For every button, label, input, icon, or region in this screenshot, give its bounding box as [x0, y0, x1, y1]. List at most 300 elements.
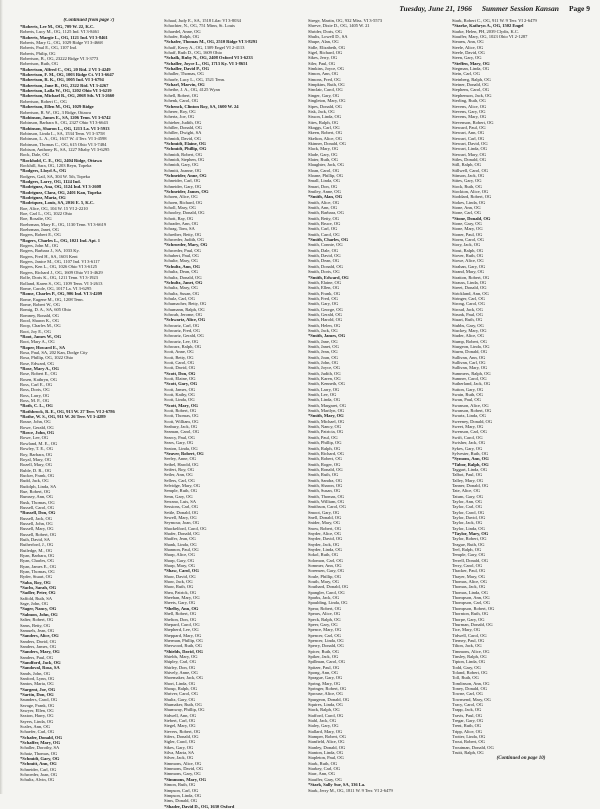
directory-listing: *Roth, C. L., OG — [20, 403, 53, 409]
directory-listing: *Stark, Sally Sue, SA, 336 La. — [308, 782, 366, 788]
directory-listing: *Scott, Don, OG — [164, 370, 196, 376]
directory-listing: Saxton, Harry, OG — [20, 713, 54, 719]
directory-listing: Smith, Donald, OG — [308, 263, 343, 269]
directory-listing: Stillwell, Carol, OG — [452, 167, 489, 173]
directory-listing: Shirley, Don, OG — [164, 664, 196, 670]
directory-columns — [20, 18, 590, 809]
directory-listing: *Salmon, John, OG — [20, 611, 58, 617]
directory-listing: Timmons, Alice, OG — [452, 648, 490, 654]
directory-listing: Shell, Robert, OG — [164, 611, 197, 617]
directory-listing: *Sadler, Peter, OG — [20, 590, 56, 596]
directory-listing: Rome, Eugene M., OG, 1208 Tenn. — [20, 296, 84, 302]
directory-listing: Sanford, Lynn, OG — [20, 675, 55, 681]
directory-listing: Samuels, Jean, OG — [20, 627, 55, 633]
directory-listing: Stanfield, Alice, OG — [308, 739, 345, 745]
directory-listing: Spong, Ann, OG — [308, 669, 338, 675]
directory-listing: Ross, Doris, OG — [20, 387, 50, 393]
directory-listing: Shaw, David, OG — [164, 573, 196, 579]
directory-listing: Sewell, Mary, OG — [164, 514, 197, 520]
directory-listing: *Roberts, Margie L., OG, 1121 Ind. VI 3-8461 — [20, 34, 108, 40]
directory-listing: *Rodriquez, Louis, SA, 2016 E. 5, K.C. — [20, 200, 95, 206]
directory-listing: Stump, Robert, OG — [452, 338, 487, 344]
directory-listing: Rucker, Frank, OG — [20, 472, 55, 478]
directory-listing: Smith, Richard, OG — [308, 450, 344, 456]
directory-listing: Spaulding, Linda, OG — [308, 600, 348, 606]
directory-listing: Southard, Donald, OG — [308, 584, 349, 590]
directory-listing: Sheets, Gary, OG — [164, 600, 196, 606]
directory-listing: Roberts, Paul E., OG, 1107 Ind. — [20, 45, 77, 51]
directory-listing: Skeen, Robert, OG — [308, 130, 343, 136]
directory-listing: Schafer, Ralph, OG — [164, 34, 200, 40]
directory-listing: Talley, Mary, OG — [452, 477, 484, 483]
directory-listing: Shepherd, Lee, OG — [164, 627, 199, 633]
directory-listing: Sisson, Linda, OG — [308, 114, 342, 120]
directory-listing: Stratton, Robert, OG — [452, 274, 490, 280]
directory-listing: Schmidt, Gary, OG — [164, 162, 199, 168]
directory-listing: Russell, Robert, OG — [20, 531, 57, 537]
directory-listing: Sigel, Richard, OG — [308, 50, 343, 56]
directory-listing: Sidle, Elizabeth, OG — [308, 44, 346, 50]
directory-listing: Smith, Joyce, OG — [308, 365, 340, 371]
directory-listing: Soule, Phillip, OG — [308, 573, 342, 579]
directory-listing: Steiner, Donald, OG — [452, 82, 489, 88]
directory-listing: Thorpe, Gary, OG — [452, 616, 485, 622]
directory-listing: Smith, Paul, OG — [308, 434, 338, 440]
directory-listing: Scott, Thomas, OG — [164, 413, 199, 419]
directory-listing: Spencer, Linda, OG — [308, 637, 344, 643]
directory-listing: Ryder, Stuart, OG — [20, 574, 53, 580]
directory-listing: *Schmidt, Gary, OG — [20, 756, 60, 762]
directory-listing: Tinsley, Ralph, OG — [452, 653, 487, 659]
directory-listing: *Simmons, Mary, OG — [164, 776, 206, 782]
directory-listing: *Steffen, Mary, OG — [452, 60, 490, 66]
directory-listing: Taylor, David, OG — [452, 514, 486, 520]
directory-listing: Scholl, Mary, OG — [164, 205, 196, 211]
directory-listing: Tidwell, Carol, OG — [452, 632, 487, 638]
directory-listing: Stauffer, Gary, OG — [308, 776, 342, 782]
directory-listing: Simon, Ann, OG — [308, 71, 339, 77]
directory-listing: Trapp, Jack, OG — [452, 707, 482, 713]
directory-column-1 — [20, 18, 158, 809]
directory-listing: Robinson, Linda L., SA, 1534 Tenn. VI 3-3758 — [20, 130, 105, 136]
directory-listing: Schubert, Paul, OG — [164, 253, 199, 259]
directory-listing: Rudd, Jack, OG — [20, 478, 49, 484]
directory-listing: Roe, Alice, OG, 104 W. 15 VI 2-2210 — [20, 205, 88, 211]
directory-listing: Sidwell, Ann, OG — [164, 712, 197, 718]
directory-listing: *Rothbrock, R. E., OG, 913 W. 27 Terr. VI 2-6786 — [20, 408, 115, 414]
directory-listing: Scott, Kathy, OG — [164, 392, 195, 398]
directory-listing: Smith, Gerald, OG — [308, 311, 342, 317]
directory-listing: Stephens, Carol, OG — [452, 87, 490, 93]
directory-listing: Roberts, Philip, OG — [20, 50, 56, 56]
directory-listing: Shively, Anne, OG — [164, 669, 198, 675]
directory-listing: Sutton, Gary, OG — [452, 386, 484, 392]
directory-listing: Shaw, Jack, OG — [164, 579, 193, 585]
directory-listing: Spears, Alice, OG — [308, 611, 341, 617]
directory-listing: Sipes, Donald, OG — [308, 103, 342, 109]
directory-listing: Scott, Linda, OG — [164, 397, 195, 403]
directory-column-3 — [308, 18, 446, 809]
directory-listing: Schoen, Richard, OG — [164, 199, 203, 205]
directory-listing: Smith, Betty, OG — [308, 215, 340, 221]
directory-listing: Shank, Linda, OG — [164, 541, 197, 547]
directory-listing: Schultz, Alvin, OG — [20, 777, 55, 783]
directory-listing: Simpson, Linda, OG — [164, 792, 202, 798]
directory-column-2 — [164, 18, 302, 809]
directory-listing: Rogers, Richard J., OG, 1609 Ohio VI 3-4629 — [20, 269, 103, 275]
directory-listing: Travis, Paul, OG — [452, 712, 483, 718]
directory-listing: Siegel, Mary, OG — [164, 723, 196, 729]
directory-listing: Seaton, Linda, OG — [164, 445, 198, 451]
directory-listing: Sites, Ralph, OG — [308, 119, 339, 125]
directory-listing: *Rockhold, C. E., OG, 2404 Ridge, Ottawa — [20, 157, 102, 163]
directory-listing: Stone, Carl, OG — [452, 210, 481, 216]
directory-listing: Smith, Barbara, OG — [308, 210, 344, 216]
directory-listing: Studer, Alice, OG — [452, 333, 484, 339]
directory-listing: *Shader, David D., OG, 1630 Oxford — [164, 803, 235, 809]
directory-listing: Singer, Gary, OG — [308, 92, 340, 98]
directory-listing: Sweet, Mary, OG — [452, 424, 484, 430]
directory-listing: Spillman, Carol, OG — [308, 659, 346, 665]
directory-listing: Rue, Robert, OG — [20, 488, 51, 494]
directory-listing: Sanders, James, OG — [20, 643, 57, 649]
directory-listing: Stokes, Linda, OG — [452, 199, 486, 205]
directory-listing: Smith, Ellen, OG — [308, 285, 340, 291]
directory-listing: Stover, Ruth, OG — [452, 253, 484, 259]
directory-listing: Rogers, Barbara J., SA, 1033 Ky. — [20, 248, 80, 254]
directory-listing: Snow, Robert, OG — [308, 525, 342, 531]
directory-listing: *Schultz, Ann, OG — [164, 263, 200, 269]
directory-listing: Roehrman, Janet, OG — [20, 227, 59, 233]
directory-listing: Scheibe, J. A., OG, 4125 Wyan — [164, 87, 220, 93]
directory-listing: Stubbs, Gary, OG — [452, 322, 484, 328]
directory-listing: *Sager, Nancy, OG — [20, 606, 57, 612]
directory-listing: Smith, Jean, OG — [308, 349, 338, 355]
directory-listing: Shults, Lowell D., SA — [308, 34, 348, 40]
directory-listing: Smith, Janet, OG — [308, 343, 339, 349]
directory-listing: Scott, Elaine, OG — [164, 376, 196, 382]
directory-listing: *Rose, Mary A., OG — [20, 366, 59, 371]
directory-listing: *Root, James W., OG — [20, 333, 62, 339]
directory-listing: Taylor, Robert, OG — [452, 536, 487, 542]
directory-listing: Summers, Ralph, OG — [452, 370, 491, 376]
directory-listing: Spangler, Carol, OG — [308, 589, 345, 595]
directory-listing: Squires, Linda, OG — [308, 702, 343, 707]
directory-listing: Smith, Larry, OG — [308, 386, 340, 392]
directory-listing: *Seaver, Robert, OG — [164, 450, 204, 456]
directory-listing: Tice, Mary, OG — [452, 627, 481, 633]
directory-listing: Schaller, Dorothy, SA — [20, 745, 60, 751]
directory-listing: Shaffer, Jean, OG — [164, 536, 196, 542]
directory-listing: *Tabor, Ralph, OG — [452, 461, 489, 467]
directory-listing: Troutman, Donald, OG — [452, 744, 494, 750]
directory-listing: Schoen, Alice, OG — [164, 194, 198, 200]
directory-listing: *Schalk, Ruby N., OG, 2408 Oxford VI 3-6233 — [164, 55, 253, 61]
directory-listing: Spring, Mary, OG — [308, 680, 341, 686]
directory-listing: Stringer, Carl, OG — [452, 295, 485, 301]
directory-listing: Thomas, Linda, OG — [452, 589, 488, 595]
directory-listing: *Schenck, Clinton Roy, SA, 1600 W. 24 — [164, 103, 239, 109]
directory-listing: Scott, Robert, OG — [164, 408, 197, 414]
directory-listing: *Robinson, Sharon L., OG, 1213 La. VI 3-5913 — [20, 125, 110, 131]
directory-listing: Rowe, Gerald, OG — [20, 424, 54, 430]
directory-listing: Skinner, Donald, OG — [308, 140, 346, 146]
directory-listing: Savage, Frank, OG — [20, 702, 55, 708]
directory-listing: Schieber, Judith, OG — [164, 119, 202, 125]
directory-listing: Schrader, Ann, OG — [164, 221, 199, 227]
directory-listing: Smith, Margaret, OG — [308, 402, 347, 408]
directory-listing: Seabury, Jack, OG — [164, 424, 198, 430]
directory-listing: Siebert, Carl, OG — [164, 718, 196, 724]
directory-listing: Schwartz, Fred, OG — [164, 327, 200, 333]
directory-listing: Strickland, Ann, OG — [452, 290, 489, 296]
page-fold-shadow — [0, 0, 3, 794]
directory-listing: Schreiber, Betty, OG — [164, 231, 202, 237]
directory-listing: Russell, Carol, OG — [20, 504, 55, 510]
directory-listing: Swartz, Linda, OG — [452, 413, 486, 419]
directory-listing: Salter, Robert, OG — [20, 617, 54, 623]
directory-listing: Simpkins, Ruth, OG — [308, 82, 345, 88]
directory-listing: Rosa, Phillip, OG, 1022 Ohio — [20, 355, 74, 361]
directory-listing: Roe, Rosalie, OG — [20, 216, 52, 222]
directory-listing: Schenk, Carol, OG — [164, 98, 199, 104]
directory-listing: Sands, John, OG — [20, 670, 51, 676]
directory-listing: Trout, Robert, OG — [452, 739, 485, 745]
directory-listing: Smith, Phillip, OG — [308, 440, 342, 446]
directory-listing: Toney, Donald, OG — [452, 685, 488, 691]
directory-listing: Smart, Don, OG — [308, 183, 338, 189]
directory-listing: Schooley, Donald, OG — [164, 210, 205, 216]
directory-listing: *Starke, Kathryn A., OG, 1502 Engel — [452, 23, 524, 29]
directory-listing: *Rodriguez, Clara, OG, 2401 Kan, Topeka — [20, 189, 102, 195]
directory-listing: Smiley, Anne, OG — [308, 189, 341, 194]
directory-listing: Toland, Robert, OG — [452, 669, 488, 675]
directory-listing: Sisk, Jack, OG — [308, 108, 335, 114]
directory-listing: Steen, Gary, OG — [452, 55, 482, 61]
directory-listing: Short, Linda, OG — [164, 680, 196, 686]
directory-listing: Speer, Gary, OG — [308, 621, 338, 627]
directory-listing: Schmidt, Stephen, OG — [164, 156, 205, 162]
directory-listing: Slaughter, Jack, OG — [308, 162, 344, 168]
page-header — [20, 4, 590, 16]
directory-listing: Simon, Ruth, OG — [164, 782, 196, 788]
directory-listing: *Schwartz, Alice, OG — [164, 317, 206, 323]
directory-listing: *Schaller, Joyce L., OG, 1713 Ky. VI 3-8651 — [164, 60, 248, 66]
directory-listing: Spitzer, Paul, OG — [308, 664, 340, 670]
directory-listing: Russell, Mary, OG — [20, 526, 54, 532]
directory-listing: Shoemaker, Jack, OG — [164, 675, 203, 681]
directory-listing: Silva, Maria, SA — [164, 750, 195, 756]
directory-listing: Swanson, Robert, OG — [452, 408, 492, 414]
directory-listing: Simkins, Joyce, OG — [308, 66, 344, 72]
directory-listing: *Schmitt, Ann, OG — [20, 761, 57, 767]
directory-listing: Stewart, David, OG — [452, 140, 488, 146]
directory-listing: Rome, Robert W., OG — [20, 301, 60, 307]
directory-listing: Sessions, Carl, OG — [164, 504, 199, 510]
directory-listing: Schaedel, Anne, OG — [164, 28, 201, 34]
directory-listing: *Robertson, R. K., OG, 1005 Ind. VI 3-6794 — [20, 77, 104, 83]
directory-listing: Stapleton, Paul, OG — [308, 755, 344, 761]
directory-listing: Smith, Sandra, OG — [308, 477, 343, 483]
directory-listing: Roe, Carl L., OG, 1022 Ohio — [20, 211, 73, 217]
directory-listing: Smoot, Gary, OG — [308, 509, 340, 515]
directory-listing: Sams, Betty, OG — [20, 622, 51, 628]
header-date: Tuesday, June 21, 1966 — [399, 4, 472, 13]
directory-listing: Sikes, Gary, OG — [164, 744, 194, 750]
directory-listing: *Robinson, James E., SA, 1206 Tenn. VI 3-6742 — [20, 114, 111, 120]
column-continued-heading: (Continued from page 7) — [63, 18, 115, 23]
directory-listing: Scherer, Roy, OG — [164, 108, 196, 114]
directory-listing: Schaller, Thomas, OG — [164, 71, 204, 77]
directory-listing: Snider, Mary, OG — [308, 520, 340, 526]
directory-listing: Stewart, Carl, OG — [452, 135, 485, 141]
directory-listing: Schneider, Gary, OG — [164, 183, 202, 189]
directory-listing: Stevenson, Robert, OG — [452, 119, 494, 125]
directory-listing: Rose, Edward, OG — [20, 360, 54, 366]
directory-listing: Schwab, Jerome, OG — [164, 311, 203, 317]
directory-listing: Storm, Carol, OG — [452, 237, 484, 243]
directory-listing: Rowland, M. E., OG — [20, 440, 58, 446]
directory-listing: Stauffer, Mary, OG, 1023 Ohio VI 2-1287 — [452, 34, 528, 40]
directory-listing: Sawyer, Ellen, OG — [20, 708, 54, 713]
directory-listing: Thayer, Mary, OG — [452, 573, 485, 579]
directory-listing: *Sanders, Mary, OG — [20, 649, 60, 655]
directory-listing: Schwarz, Ralph, OG — [164, 343, 202, 349]
directory-listing: Smith, Susan, OG — [308, 488, 341, 494]
directory-listing: Stinson, Jack, OG — [452, 172, 485, 178]
directory-listing: Robison, Anthony B., SA, 1227 Mtaby VI 3-6295 — [20, 146, 110, 152]
directory-listing: Sherwood, Ruth, OG — [164, 643, 202, 649]
directory-listing: Stegman, Linda, OG — [452, 66, 490, 72]
directory-listing: Snyder, David, OG — [308, 536, 343, 542]
directory-listing: Strege, Martin, OG, 932 Miss. VI 3-5573 — [308, 18, 383, 23]
directory-listing: Talbot, Paul, OG — [452, 472, 483, 478]
directory-listing: Sanders, David, OG — [20, 638, 57, 644]
directory-listing: Smith, Carl, OG — [308, 226, 338, 232]
directory-listing: Smith, John, OG — [308, 360, 339, 365]
directory-listing: Simmons, Alice, OG — [164, 760, 202, 766]
directory-listing: Rogers, Robert E., OG — [20, 232, 61, 238]
directory-listing: Smith, Karen, OG — [308, 376, 341, 382]
directory-listing: Ross, M. F., OG — [20, 398, 50, 404]
directory-listing: Tregar, Gary, OG — [452, 718, 484, 724]
directory-listing: Stevens, Alice, OG — [452, 103, 487, 109]
directory-listing: Smith, Ronald, OG — [308, 466, 343, 472]
directory-listing: Smith, Ralph, OG — [308, 445, 341, 451]
directory-listing: *Schmidt, Phillip, OG — [164, 146, 207, 152]
directory-listing: Smith, Bruce, OG — [308, 221, 341, 227]
directory-listing: Shreve, Dixie D., OG, 1405 W. 21 — [308, 23, 370, 29]
directory-listing: *Smith, James, OG — [308, 333, 346, 339]
directory-listing: *Rothe, W. S., OG, 911 W. 26 Terr. VI 3-4289 — [20, 414, 106, 420]
directory-listing: Schrag, Tom, SA — [164, 226, 195, 232]
directory-listing: Townsend, Mary, OG — [452, 696, 491, 702]
directory-listing: Rockhill, Sara, OG, 1203 Reyn, Topeka — [20, 162, 92, 168]
directory-listing: Root, Joy E., OG — [20, 328, 51, 334]
directory-listing: Smith, Connie, OG — [308, 242, 343, 248]
directory-listing: Schultz, Mary, OG — [164, 285, 198, 291]
directory-listing: Terrell, Donald, OG — [452, 557, 488, 563]
directory-listing: Ross, Carl E., OG — [20, 382, 53, 388]
directory-listing: *Sandoval, Rosa, SA — [20, 665, 60, 671]
directory-listing: Smith, Lee, OG — [308, 392, 337, 398]
directory-listing: Rock, Dale, OG — [20, 152, 49, 158]
directory-listing: Rozell, Mary, OG — [20, 462, 53, 468]
directory-listing: Staley, Gary, OG — [308, 723, 339, 729]
directory-listing: Smith, David, OG — [308, 253, 341, 259]
directory-listing: Springer, Robert, OG — [308, 685, 347, 691]
directory-listing: Sykes, Gary, OG — [452, 445, 483, 451]
directory-listing: Singleton, Mary, OG — [308, 98, 346, 104]
directory-listing: Snyder, Alice, OG — [308, 531, 341, 536]
directory-listing: Scott, Anne, OG — [164, 349, 194, 355]
directory-listing: Spurgeon, Donald, OG — [308, 696, 350, 702]
directory-listing: Sturgeon, Linda, OG — [452, 343, 490, 349]
directory-listing: Toll, Ruth, OG — [452, 675, 479, 681]
directory-listing: Schell, Robert, OG — [164, 92, 199, 98]
directory-listing: *Scharl, Marvin, OG — [164, 82, 205, 88]
header-section: Summer Session Kansan — [481, 4, 559, 13]
directory-listing: Smith, Roger, OG — [308, 461, 341, 467]
directory-listing: Schroeder, Paul, OG — [164, 247, 201, 253]
directory-listing: Thomas, Jack, OG — [452, 584, 486, 590]
directory-listing: Saffold, Ruth, SA — [20, 595, 52, 601]
directory-listing: Rolland, Karen S., OG, 1109 Tenn. VI 3-2613 — [20, 280, 103, 286]
directory-listing: Smith, Thomas, OG — [308, 493, 345, 499]
directory-listing: *Rogers, Charles L., OG, 1021 Ind. Apt. 1 — [20, 237, 101, 243]
directory-listing: Skelton, Alice, OG — [308, 135, 343, 141]
directory-listing: Shoup, Ralph, OG — [164, 685, 198, 691]
directory-listing: Stephenson, Jack, OG — [452, 92, 492, 98]
directory-listing: Senn, Gary, OG — [164, 493, 193, 499]
directory-listing: Rose, Robert E., OG — [20, 371, 58, 377]
directory-listing: Strand, Mary, OG — [452, 269, 485, 275]
directory-listing: Slade, Gary, OG — [308, 151, 338, 157]
directory-listing: Tomlinson, Ann, OG — [452, 680, 490, 686]
directory-listing: Stites, Gary, OG — [452, 178, 482, 184]
directory-listing: Schachter, N., OG, 751 Minn, St. Louis — [164, 23, 235, 29]
directory-listing: Smith, Ruth, OG — [308, 472, 339, 478]
directory-listing: Taylor, Carol, OG — [452, 509, 485, 515]
directory-listing: Starr, Ann, OG — [308, 771, 335, 777]
directory-listing: Schultz, Dean, OG — [164, 269, 198, 275]
directory-listing: Semple, Ruth, OG — [164, 488, 198, 494]
directory-listing: Schroeder, Judith, OG — [164, 237, 204, 243]
directory-listing: Schmitt, Joanne, OG — [164, 167, 202, 173]
directory-listing: Sorensen, Gary, OG — [308, 568, 345, 574]
directory-listing: *Sanders, Alice, OG — [20, 633, 59, 639]
directory-listing: Teague, Ruth, OG — [452, 541, 485, 547]
directory-listing: Sievers, Robert, OG — [164, 728, 201, 734]
directory-listing: Seifert, Roy, OG — [164, 466, 195, 472]
directory-listing: Stoner, Paul, OG — [452, 231, 483, 237]
directory-listing: Serrano, Luis, SA — [164, 498, 197, 504]
directory-listing: Smith, Linda, OG — [308, 397, 341, 403]
directory-listing: Stroud, Jack, OG — [452, 306, 483, 312]
directory-listing: Sharp, Mary, OG — [164, 563, 195, 569]
directory-listing: Tilton, Jack, OG — [452, 643, 482, 649]
directory-listing: Snell, Donald, OG — [308, 514, 342, 520]
directory-listing: Schmidt, David, OG — [164, 135, 201, 141]
directory-listing: Thacker, Paul, OG — [452, 568, 486, 574]
directory-listing: Scott, James, OG — [164, 386, 196, 392]
directory-listing: Stewart, Ann, OG — [452, 130, 485, 136]
directory-listing: *Roberts, Lee M., OG, 709 W. 22, K.C. — [20, 24, 95, 29]
directory-listing: Sweeney, Donald, OG — [452, 418, 493, 424]
directory-listing: Sullivan, Mary, OG — [452, 365, 488, 371]
directory-listing: Stein, Carl, OG — [452, 71, 480, 77]
directory-listing: *Rodgers, Lloyd A., OG — [20, 168, 67, 174]
